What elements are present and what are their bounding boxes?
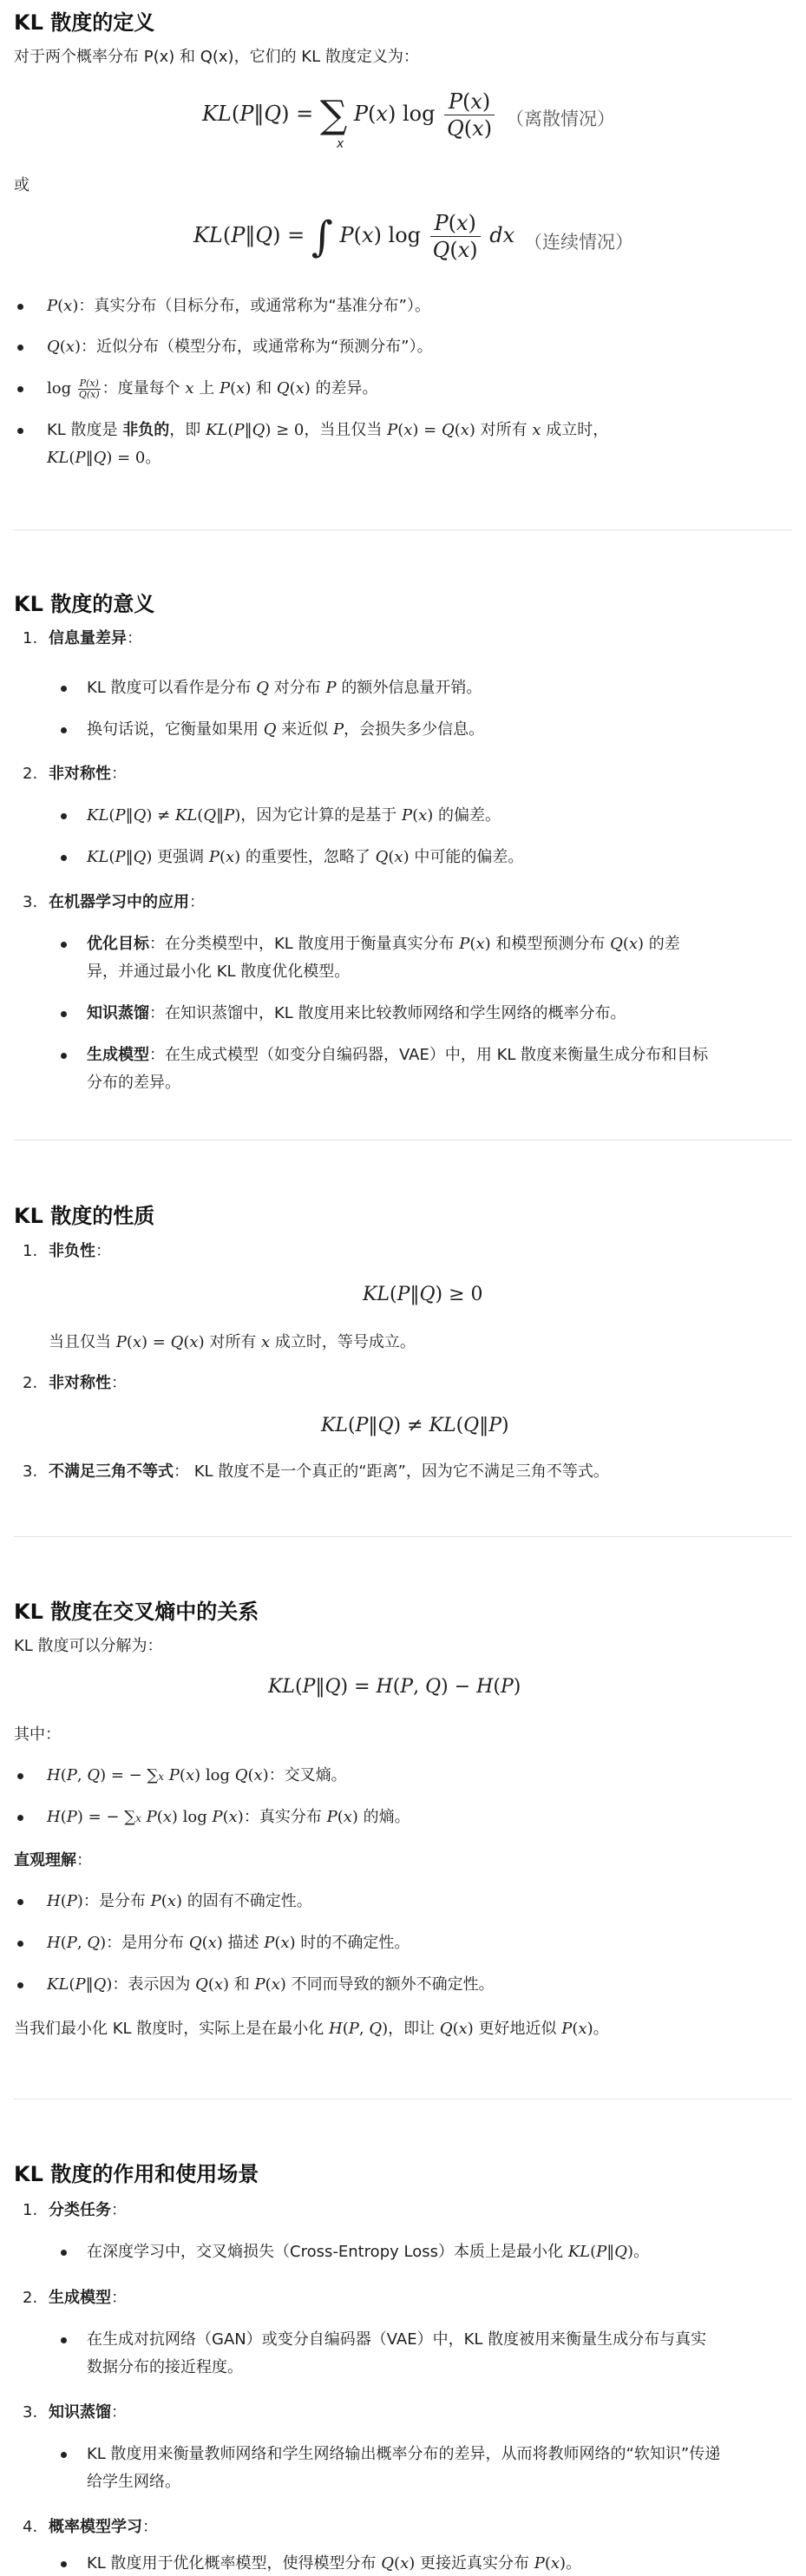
t: 更好地近似 [473, 2020, 562, 2038]
t: ，即让 [388, 2020, 440, 2038]
t: 的固有不确定性。 [181, 1892, 312, 1910]
bullet-nonneg-cont: KL(P‖Q) = 0。 [47, 449, 161, 467]
t: 对所有 [475, 421, 533, 439]
bullet [17, 1982, 23, 1988]
t: 和 [229, 1975, 255, 1994]
usage-2a-cont: 数据分布的接近程度。 [87, 2358, 243, 2376]
bullet-nonneg: KL 散度是 非负的，即 KL(P‖Q) ≥ 0，当且仅当 P(x) = Q(x) 对所有 x 成立时， [47, 421, 609, 439]
usage-1a: 在深度学习中，交叉熵损失（Cross-Entropy Loss）本质上是最小化 KL(P‖Q)。 [87, 2243, 650, 2261]
formula-discrete: KL(P‖Q) = ∑ P(x) log $\frac{P(x)}{Q(x)}$ [202, 89, 497, 141]
list-num: 4. [23, 2518, 38, 2536]
bullet [17, 1899, 23, 1905]
section-heading-meaning: KL 散度的意义 [14, 592, 155, 616]
divider [14, 1536, 792, 1537]
t: 和 [251, 379, 277, 398]
list-num: 1. [23, 1242, 38, 1260]
section-heading-definition: KL 散度的定义 [14, 10, 155, 35]
divider [14, 2099, 792, 2100]
t: 不满足三角不等式 [49, 1462, 174, 1481]
t: 当我们最小化 KL 散度时，实际上是在最小化 [14, 2020, 329, 2038]
bullet-q-text: ：近似分布（模型分布，或通常称为“预测分布”）。 [80, 338, 433, 356]
t: 信息量差异 [49, 629, 127, 647]
t: 非负性 [49, 1242, 95, 1260]
t: 换句话说，它衡量如果用 [87, 720, 264, 739]
list-num: 3. [23, 1462, 38, 1481]
list-num: 1. [23, 2201, 38, 2219]
t: 更接近真实分布 [415, 2554, 534, 2573]
divider [14, 529, 792, 530]
t: 的差 [644, 935, 680, 953]
t: KL 散度用于优化概率模型，使得模型分布 [87, 2554, 382, 2573]
t: ，因为它计算的是基于 [240, 806, 402, 825]
continuous-note: （连续情况） [524, 232, 633, 253]
t: 更强调 [152, 848, 209, 866]
t: ：表示因为 [112, 1975, 196, 1994]
list-num: 2. [23, 1374, 38, 1392]
meaning-3b [87, 1002, 626, 1026]
bullet [61, 2452, 67, 2458]
bullet [61, 2337, 67, 2343]
ce-b2: H(P) = − ∑x P(x) log P(x)：真实分布 P(x) 的熵。 [47, 1808, 410, 1826]
t: 不同而导致的额外不确定性。 [285, 1975, 495, 1994]
t: 的偏差。 [433, 806, 501, 825]
prop-item-2: 非对称性： [49, 1374, 127, 1392]
usage-item-4: 概率模型学习： [49, 2518, 158, 2536]
t: 描述 [222, 1934, 265, 1952]
list-num: 2. [23, 2289, 38, 2307]
definition-intro [14, 45, 419, 69]
t: KL 散度可以看作是分布 [87, 679, 257, 697]
bullet [61, 855, 67, 861]
t: 生成模型 [87, 1046, 149, 1064]
bullet-log: log $\frac{P(x)}{Q(x)}$ ：度量每个 x 上 P(x) 和 Q(x) 的差异。 [47, 377, 378, 400]
ce-conclusion: 当我们最小化 KL 散度时，实际上是在最小化 H(P, Q)，即让 Q(x) 更好地近似 P(x)。 [14, 2020, 609, 2038]
bullet [61, 1011, 67, 1017]
bullet [17, 1815, 23, 1821]
section-heading-usage: KL 散度的作用和使用场景 [14, 2162, 259, 2186]
t: 和模型预测分布 [490, 935, 611, 953]
formula-nonneg: KL(P‖Q) ≥ 0 [363, 1284, 483, 1305]
meaning-item-2: 非对称性： [49, 765, 127, 783]
t: 。 [593, 2020, 609, 2038]
list-num: 2. [23, 765, 38, 783]
meaning-item-3: 在机器学习中的应用： [49, 893, 205, 911]
ce-where: 其中： [14, 1725, 61, 1744]
meaning-2a: KL(P‖Q) ≠ KL(Q‖P)，因为它计算的是基于 P(x) 的偏差。 [87, 806, 501, 825]
t: 当且仅当 [49, 1333, 116, 1351]
bullet-p: P(x)：真实分布（目标分布，或通常称为“基准分布”）。 [47, 297, 430, 315]
t: ：是分布 [82, 1892, 151, 1910]
formula-continuous: KL(P‖Q) = ∫ P(x) log $\frac{P(x)}{Q(x)}$ dx [193, 211, 515, 262]
t: 成立时，等号成立。 [270, 1333, 416, 1351]
ce-c2: H(P, Q)：是用分布 Q(x) 描述 P(x) 时的不确定性。 [47, 1934, 410, 1952]
meaning-2b: KL(P‖Q) 更强调 P(x) 的重要性，忽略了 Q(x) 中可能的偏差。 [87, 848, 524, 866]
t: 知识蒸馏 [87, 1004, 149, 1022]
t: 优化目标 [87, 935, 149, 953]
bullet-q: Q(x)：近似分布（模型分布，或通常称为“预测分布”）。 [47, 338, 433, 356]
t: ：在知识蒸馏中，KL 散度用来比较教师网络和学生网络的概率分布。 [149, 1004, 626, 1022]
prop-item-3 [49, 1460, 609, 1484]
list-num: 1. [23, 629, 38, 647]
t: KL 散度是 [47, 421, 123, 439]
bullet [61, 942, 67, 948]
t: 的差异。 [310, 379, 378, 398]
usage-item-3: 知识蒸馏： [49, 2403, 127, 2422]
t: ：交叉熵。 [268, 1766, 347, 1784]
t: 。 [633, 2243, 650, 2261]
t: ：是用分布 [106, 1934, 189, 1952]
or-text: 或 [14, 176, 29, 194]
t: 的熵。 [357, 1808, 410, 1826]
bullet [17, 428, 23, 434]
bullet [17, 345, 23, 351]
bullet [61, 2561, 67, 2567]
meaning-3a: 优化目标：在分类模型中，KL 散度用于衡量真实分布 P(x) 和模型预测分布 Q(x) 的差 [87, 935, 680, 953]
t: 知识蒸馏 [49, 2403, 111, 2422]
bullet [17, 1773, 23, 1779]
t: 对所有 [204, 1333, 262, 1351]
t: 的重要性，忽略了 [240, 848, 376, 866]
meaning-1b: 换句话说，它衡量如果用 Q 来近似 P，会损失多少信息。 [87, 720, 485, 739]
t: ，会损失多少信息。 [344, 720, 485, 739]
t: ：在生成式模型（如变分自编码器，VAE）中，用 KL 散度来衡量生成分布和目标 [149, 1046, 709, 1064]
meaning-3a-cont: 异，并通过最小化 KL 散度优化模型。 [87, 963, 351, 981]
t: 非对称性 [49, 1374, 111, 1392]
meaning-1a: KL 散度可以看作是分布 Q 对分布 P 的额外信息量开销。 [87, 679, 482, 697]
t: ：度量每个 [102, 379, 186, 398]
t: 中可能的偏差。 [409, 848, 524, 866]
ce-c3: KL(P‖Q)：表示因为 Q(x) 和 P(x) 不同而导致的额外不确定性。 [47, 1975, 495, 1994]
t: ：在分类模型中，KL 散度用于衡量真实分布 [149, 935, 460, 953]
usage-2a: 在生成对抗网络（GAN）或变分自编码器（VAE）中，KL 散度被用来衡量生成分布与真实 [87, 2330, 707, 2349]
t: 的额外信息量开销。 [336, 679, 482, 697]
t: 对分布 [269, 679, 326, 697]
prop-item-1: 非负性： [49, 1242, 111, 1260]
t: ：真实分布 [243, 1808, 327, 1826]
bullet [61, 813, 67, 819]
meaning-3c [87, 1043, 708, 1068]
t: ，当且仅当 [304, 421, 388, 439]
t: 概率模型学习 [49, 2518, 142, 2536]
list-num: 3. [23, 2403, 38, 2422]
t: 非对称性 [49, 765, 111, 783]
ce-intro: KL 散度可以分解为： [14, 1637, 163, 1655]
bullet [61, 727, 67, 733]
bullet [61, 686, 67, 692]
section-heading-cross-entropy: KL 散度在交叉熵中的关系 [14, 1600, 259, 1624]
t: 时的不确定性。 [295, 1934, 410, 1952]
bullet [61, 1053, 67, 1059]
ce-intuition: 直观理解： [14, 1851, 92, 1870]
t: 直观理解 [14, 1851, 76, 1870]
t: 在深度学习中，交叉熵损失（Cross-Entropy Loss）本质上是最小化 [87, 2243, 568, 2261]
ce-c1: H(P)：是分布 P(x) 的固有不确定性。 [47, 1892, 312, 1910]
usage-4a: KL 散度用于优化概率模型，使得模型分布 Q(x) 更接近真实分布 P(x)。 [87, 2554, 582, 2573]
meaning-item-1: 信息量差异： [49, 629, 142, 647]
formula-asym: KL(P‖Q) ≠ KL(Q‖P) [321, 1415, 509, 1436]
t: 上 [193, 379, 220, 398]
intro-text: 对于两个概率分布 P(x) 和 Q(x)，它们的 KL 散度定义为： [14, 48, 419, 66]
ce-b1: H(P, Q) = − ∑x P(x) log Q(x)：交叉熵。 [47, 1766, 347, 1784]
t: ： KL 散度不是一个真正的“距离”，因为它不满足三角不等式。 [174, 1462, 609, 1481]
bullet [17, 1941, 23, 1947]
formula-decomp: KL(P‖Q) = H(P, Q) − H(P) [268, 1676, 521, 1698]
bullet [17, 304, 23, 310]
usage-3a-cont: 给学生网络。 [87, 2473, 180, 2491]
bullet [61, 2250, 67, 2256]
usage-item-1: 分类任务： [49, 2201, 127, 2219]
usage-item-2: 生成模型： [49, 2289, 127, 2307]
t: 成立时， [541, 421, 609, 439]
t: 非负的 [122, 421, 170, 439]
bullet [17, 386, 23, 392]
discrete-note: （离散情况） [506, 108, 615, 129]
t: 在机器学习中的应用 [49, 893, 189, 911]
sum-index: x [337, 137, 344, 151]
bullet-p-text: ：真实分布（目标分布，或通常称为“基准分布”）。 [78, 297, 430, 315]
usage-3a: KL 散度用来衡量教师网络和学生网络输出概率分布的差异，从而将教师网络的“软知识”传递 [87, 2445, 721, 2463]
t: 生成模型 [49, 2289, 111, 2307]
list-num: 3. [23, 893, 38, 911]
t: 分类任务 [49, 2201, 111, 2219]
section-heading-properties: KL 散度的性质 [14, 1204, 155, 1228]
meaning-3c-cont: 分布的差异。 [87, 1074, 180, 1092]
t: 来近似 [276, 720, 333, 739]
t: ，即 [169, 421, 206, 439]
prop-eq-note: 当且仅当 P(x) = Q(x) 对所有 x 成立时，等号成立。 [49, 1333, 416, 1351]
